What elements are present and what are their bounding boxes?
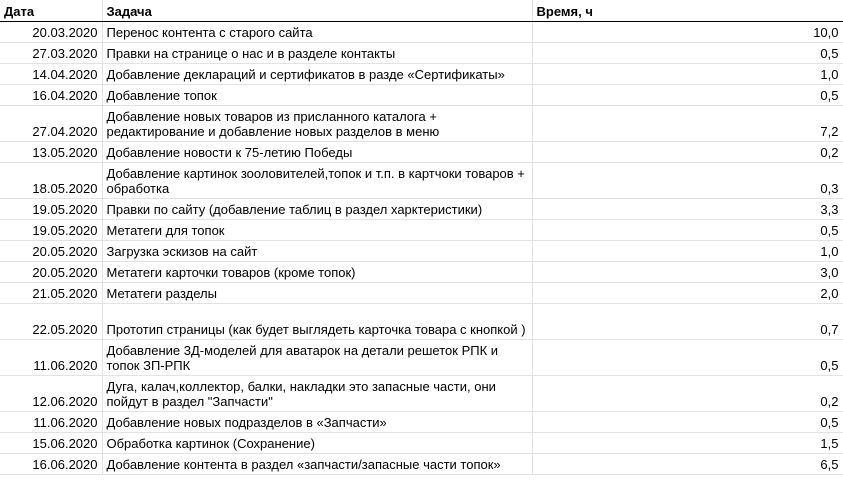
table-row	[0, 303, 843, 339]
task-cell[interactable]: Добавление новых подразделов в «Запчасти»	[102, 411, 532, 432]
time-cell[interactable]: 2,0	[532, 282, 843, 303]
task-cell[interactable]: Метатеги для топок	[102, 219, 532, 240]
date-cell[interactable]: 14.04.2020	[0, 63, 102, 84]
time-cell[interactable]: 0,5	[532, 219, 843, 240]
task-cell[interactable]: Добавление картинок зооловителей,топок и т.п. в картчоки товаров + обработка	[102, 162, 532, 198]
time-cell[interactable]: 1,5	[532, 432, 843, 453]
date-cell[interactable]: 12.06.2020	[0, 375, 102, 411]
task-cell[interactable]: Обработка картинок (Сохранение)	[102, 432, 532, 453]
task-cell[interactable]: Добавление новости к 75-летию Победы	[102, 141, 532, 162]
time-cell[interactable]: 10,0	[532, 21, 843, 42]
table-row	[0, 141, 843, 162]
time-cell[interactable]: 0,5	[532, 339, 843, 375]
date-cell[interactable]: 16.04.2020	[0, 84, 102, 105]
table-row	[0, 42, 843, 63]
date-cell[interactable]: 20.05.2020	[0, 261, 102, 282]
time-cell[interactable]: 6,5	[532, 453, 843, 474]
task-cell[interactable]: Загрузка эскизов на сайт	[102, 240, 532, 261]
task-cell[interactable]: Добавление 3Д-моделей для аватарок на детали решеток РПК и топок ЗП-РПК	[102, 339, 532, 375]
date-cell[interactable]: 11.06.2020	[0, 411, 102, 432]
table-row	[0, 63, 843, 84]
table-row	[0, 453, 843, 474]
time-cell[interactable]: 0,2	[532, 375, 843, 411]
table-row	[0, 375, 843, 411]
date-cell[interactable]: 18.05.2020	[0, 162, 102, 198]
time-cell[interactable]: 1,0	[532, 63, 843, 84]
table-row	[0, 411, 843, 432]
time-cell[interactable]: 3,0	[532, 261, 843, 282]
time-cell[interactable]: 0,5	[532, 84, 843, 105]
table-row	[0, 219, 843, 240]
task-cell[interactable]: Метатеги карточки товаров (кроме топок)	[102, 261, 532, 282]
table-row	[0, 240, 843, 261]
table-row	[0, 84, 843, 105]
table-row	[0, 339, 843, 375]
header-cell-date[interactable]: Дата	[0, 0, 102, 21]
task-cell[interactable]: Перенос контента с старого сайта	[102, 21, 532, 42]
date-cell[interactable]: 27.03.2020	[0, 42, 102, 63]
time-cell[interactable]: 0,2	[532, 141, 843, 162]
header-cell-task[interactable]: Задача	[102, 0, 532, 21]
date-cell[interactable]: 22.05.2020	[0, 303, 102, 339]
time-cell[interactable]: 3,3	[532, 198, 843, 219]
table-row	[0, 105, 843, 141]
task-cell[interactable]: Дуга, калач,коллектор, балки, накладки это запасные части, они пойдут в раздел "Запчасти"	[102, 375, 532, 411]
task-cell[interactable]: Метатеги разделы	[102, 282, 532, 303]
task-cell[interactable]: Добавление контента в раздел «запчасти/запасные части топок»	[102, 453, 532, 474]
date-cell[interactable]: 21.05.2020	[0, 282, 102, 303]
time-cell[interactable]: 0,5	[532, 411, 843, 432]
date-cell[interactable]: 19.05.2020	[0, 219, 102, 240]
table-body	[0, 21, 843, 474]
time-cell[interactable]: 0,3	[532, 162, 843, 198]
date-cell[interactable]: 27.04.2020	[0, 105, 102, 141]
table-row	[0, 432, 843, 453]
task-cell[interactable]: Добавление деклараций и сертификатов в разде «Сертификаты»	[102, 63, 532, 84]
time-cell[interactable]: 0,7	[532, 303, 843, 339]
date-cell[interactable]: 20.05.2020	[0, 240, 102, 261]
date-cell[interactable]: 20.03.2020	[0, 21, 102, 42]
date-cell[interactable]: 13.05.2020	[0, 141, 102, 162]
date-cell[interactable]: 15.06.2020	[0, 432, 102, 453]
table-row	[0, 21, 843, 42]
task-cell[interactable]: Прототип страницы (как будет выглядеть карточка товара с кнопкой )	[102, 303, 532, 339]
table-row	[0, 282, 843, 303]
task-cell[interactable]: Правки по сайту (добавление таблиц в раздел харктеристики)	[102, 198, 532, 219]
table-row	[0, 162, 843, 198]
time-cell[interactable]: 0,5	[532, 42, 843, 63]
time-cell[interactable]: 7,2	[532, 105, 843, 141]
task-cell[interactable]: Добавление топок	[102, 84, 532, 105]
table-row	[0, 261, 843, 282]
header-row	[0, 0, 843, 21]
time-cell[interactable]: 1,0	[532, 240, 843, 261]
task-cell[interactable]: Добавление новых товаров из присланного каталога + редактирование и добавление новых разделов в меню	[102, 105, 532, 141]
date-cell[interactable]: 11.06.2020	[0, 339, 102, 375]
header-cell-time[interactable]: Время, ч	[532, 0, 843, 21]
date-cell[interactable]: 16.06.2020	[0, 453, 102, 474]
table-row	[0, 198, 843, 219]
task-cell[interactable]: Правки на странице о нас и в разделе контакты	[102, 42, 532, 63]
date-cell[interactable]: 19.05.2020	[0, 198, 102, 219]
